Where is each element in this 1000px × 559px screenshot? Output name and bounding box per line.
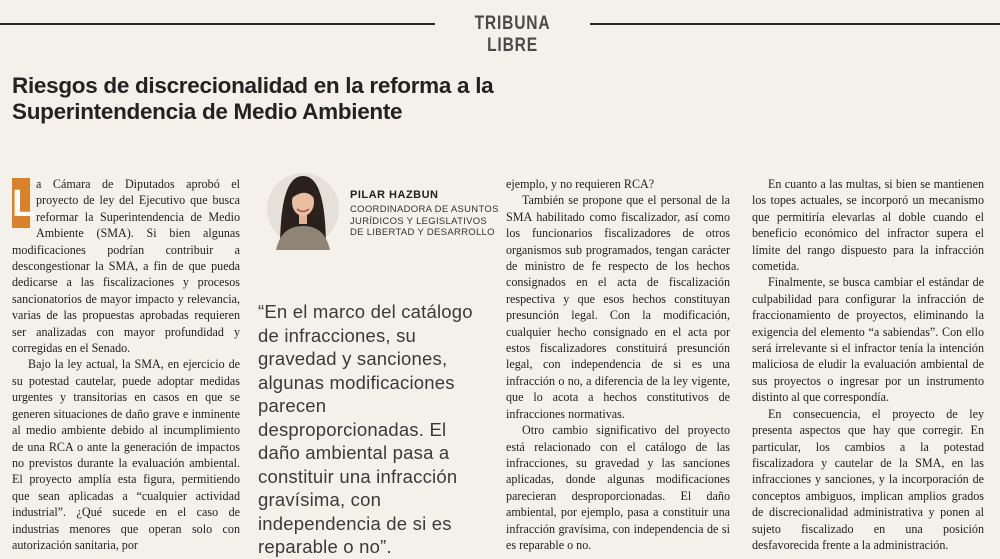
paragraph: ejemplo, y no requieren RCA? (506, 177, 655, 191)
paragraph: Finalmente, se busca cambiar el estándar de culpabilidad para configurar la infracción de fraccionamiento de proyectos, eliminando la exigencia del elemento “a sabiendas”. Con ello será irrelevante si el infractor tenía la intención maliciosa de eludir la evaluación ambiental de sus proyectos o ingresar por un instrumento distinto al que correspondía. (752, 275, 984, 405)
author-role: COORDINADORA DE ASUNTOS JURÍDICOS Y LEGISLATIVOS DE LIBERTAD Y DESARROLLO (350, 204, 499, 238)
paragraph: a Cámara de Diputados aprobó el proyecto de ley del Ejecutivo que busca reformar la Superintendencia de Medio Ambiente (SMA). Si bien algunas modificaciones podrían contribuir a descongestionar la SMA, a fin de que pueda dedicarse a las fiscalizaciones y procesos sancionatorios de mayor impacto y relevancia, varias de las propuestas aprobadas requieren ser analizadas con mayor profundidad y corregidas en el Senado. (12, 177, 240, 356)
drop-cap: L (12, 178, 30, 228)
section-label: TRIBUNA LIBRE (474, 13, 551, 56)
headline: Riesgos de discrecionalidad en la reforma a la Superintendencia de Medio Ambiente (12, 73, 494, 124)
body-column-2 (506, 176, 730, 553)
paragraph: En cuanto a las multas, si bien se mantienen los topes actuales, se incorporó un mecanismo que permitiría elevarlas al doble cuando el beneficio económico del infractor supera el límite del rango dispuesto para la infracción cometida. (752, 177, 984, 274)
author-name: PILAR HAZBUN (350, 189, 439, 201)
author-photo (266, 168, 340, 250)
paragraph: Otro cambio significativo del proyecto está relacionado con el catálogo de las infracciones, su gravedad y las sanciones aplicadas, donde algunas modificaciones parecieran desproporcionadas. El daño ambiental, por ejemplo, pasa a constituir una infracción gravísima, con independencia de si es reparable o no. (506, 423, 730, 552)
paragraph: En consecuencia, el proyecto de ley presenta aspectos que hay que corregir. En particular, los cambios a la potestad fiscalizadora y cautelar de la SMA, en las infracciones y sanciones, y la incorporación de conceptos ambiguos, implican amplios grados de discrecionalidad administrativa y ponen al sujeto fiscalizado en una posición desfavorecida frente a la administración. (752, 406, 984, 552)
header-rule-right (590, 23, 1000, 25)
body-column-3 (752, 176, 984, 553)
paragraph: Bajo la ley actual, la SMA, en ejercicio de su potestad cautelar, puede adoptar medidas urgentes y transitorias en casos en que se generen situaciones de daño grave e inminente al medio ambiente debido al incumplimiento de una RCA o ante la generación de impactos no previstos durante la evaluación ambiental. El proyecto amplía esta figura, permitiendo que sean aplicadas a “cualquier actividad industrial”. ¿Qué sucede en el caso de industrias menores que operan solo con autorización sanitaria, por (12, 357, 240, 552)
paragraph: También se propone que el personal de la SMA habilitado como fiscalizador, así como los funcionarios fiscalizadores de otros organismos sub programados, tengan carácter de ministro de fe respecto de los hechos consignados en el acta de fiscalización respectiva y que esos hechos constituyan presunción legal. Con la modificación, cualquier hecho consignado en el acta por estos fiscalizadores constituirá presunción legal, con independencia de si es una infracción o no, a diferencia de la ley vigente, que lo acota a hechos constitutivos de infracciones normativas. (506, 193, 730, 421)
body-column-1 (12, 176, 240, 553)
pull-quote: “En el marco del catálogo de infracciones, su gravedad y sanciones, algunas modificaciones parecen desproporcionadas. El daño ambiental pasa a constituir una infracción gravísima, con independencia de si es reparable o no”. (258, 301, 473, 557)
header-rule-left (0, 23, 435, 25)
